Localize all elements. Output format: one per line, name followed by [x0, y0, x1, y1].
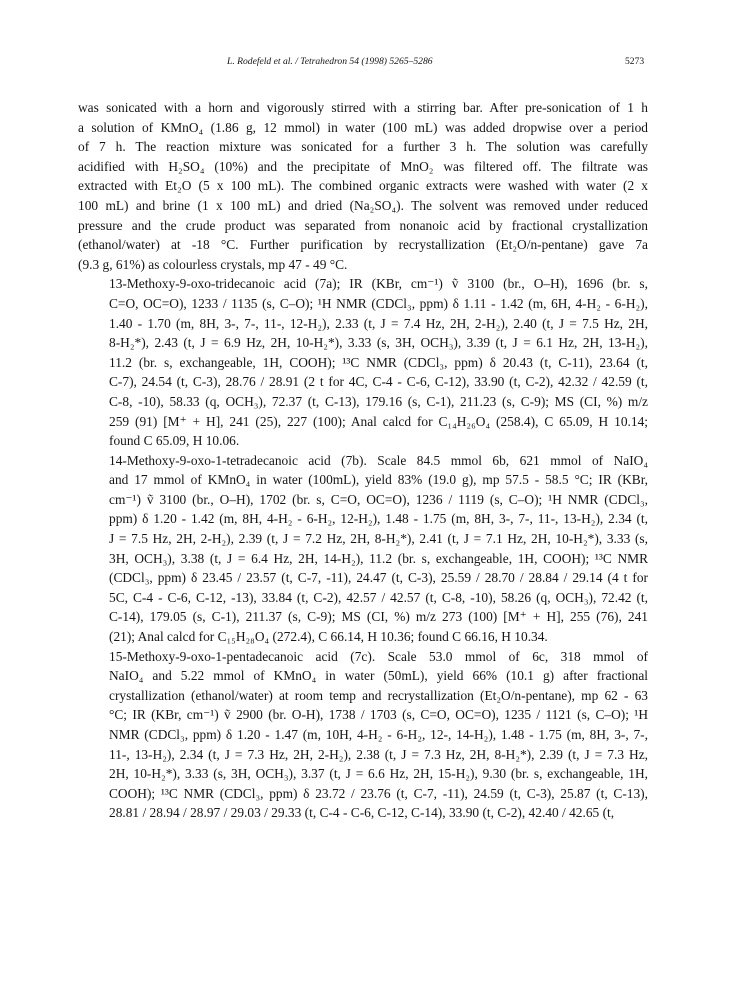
text-line: 100 mL) and brine (1 x 100 mL) and dried (Na₂SO₄). The solvent was removed under reduced: [78, 197, 648, 213]
text-line: °C; IR (KBr, cm⁻¹) ṽ 2900 (br. O-H), 1738 / 1703 (s, C=O, OC=O), 1235 / 1121 (s, C–O); ¹H: [109, 707, 648, 723]
text-line: 259 (91) [M⁺ + H], 241 (25), 227 (100); Anal calcd for C₁₄H₂₆O₄ (258.4), C 65.09, H 10.14;: [109, 413, 648, 429]
body-text: [78, 98, 648, 823]
text-line: 1.40 - 1.70 (m, 8H, 3-, 7-, 11-, 12-H₂), 2.33 (t, J = 7.4 Hz, 2H, 2-H₂), 2.40 (t, J = 7.5 Hz, 2H,: [109, 315, 648, 331]
paragraph-p2: [78, 451, 648, 647]
text-line: J = 7.5 Hz, 2H, 2-H₂), 2.39 (t, J = 7.2 Hz, 2H, 8-H₂*), 2.41 (t, J = 7.1 Hz, 2H, 10-H₂*), 3.33 (s,: [109, 531, 648, 547]
running-head-text: L. Rodefeld et al. / Tetrahedron 54 (1998) 5265–5286: [227, 56, 433, 67]
text-line: C-7), 24.54 (t, C-3), 28.76 / 28.91 (2 t for 4C, C-4 - C-6, C-12), 33.90 (t, C-2), 42.32 / 42.59 (t,: [109, 374, 648, 390]
text-line: (ethanol/water) at -18 °C. Further purification by recrystallization (Et₂O/n-pentane) gave 7a: [78, 237, 648, 253]
text-line: 28.81 / 28.94 / 28.97 / 29.03 / 29.33 (t, C-4 - C-6, C-12, C-14), 33.90 (t, C-2), 42.40 / 42.65 (t,: [109, 805, 615, 821]
text-line: 2H, 10-H₂*), 3.33 (s, 3H, OCH₃), 3.37 (t, J = 6.6 Hz, 2H, 15-H₂), 9.30 (br. s, exchangeable, 1H,: [109, 766, 648, 782]
paragraph-p1: [78, 274, 648, 450]
paragraph-p3: [78, 647, 648, 823]
text-line: NMR (CDCl₃, ppm) δ 1.20 - 1.47 (m, 10H, 4-H₂ - 6-H₂, 12-, 14-H₂), 1.48 - 1.75 (m, 8H, 3-, 7-,: [109, 727, 648, 742]
text-line: 13-Methoxy-9-oxo-tridecanoic acid (7a); IR (KBr, cm⁻¹) ṽ 3100 (br., O–H), 1696 (br. s,: [109, 276, 648, 292]
text-line: (21); Anal calcd for C₁₅H₂₈O₄ (272.4), C 66.14, H 10.36; found C 66.16, H 10.34.: [109, 629, 548, 645]
text-line: a solution of KMnO₄ (1.86 g, 12 mmol) in water (100 mL) was added dropwise over a period: [78, 119, 648, 135]
text-line: 15-Methoxy-9-oxo-1-pentadecanoic acid (7c). Scale 53.0 mmol of 6c, 318 mmol of: [109, 648, 648, 664]
text-line: NaIO₄ and 5.22 mmol of KMnO₄ in water (50mL), yield 66% (10.1 g) after fractional: [109, 668, 648, 684]
running-header: [227, 56, 647, 67]
text-line: COOH); ¹³C NMR (CDCl₃, ppm) δ 23.72 / 23.76 (t, C-7, -11), 24.59 (t, C-3), 25.87 (t, C-13),: [109, 785, 648, 801]
text-line: ppm) δ 1.20 - 1.42 (m, 8H, 4-H₂ - 6-H₂, 12-H₂), 1.48 - 1.75 (m, 8H, 3-, 7-, 11-, 13-H₂), 2.34 (t,: [109, 511, 648, 527]
text-line: 11.2 (br. s, exchangeable, 1H, COOH); ¹³C NMR (CDCl₃, ppm) δ 20.43 (t, C-11), 23.64 (t,: [109, 354, 648, 370]
text-line: of 7 h. The reaction mixture was sonicated for a further 3 h. The solution was carefully: [78, 139, 648, 155]
text-line: (CDCl₃, ppm) δ 23.45 / 23.57 (t, C-7, -11), 24.47 (t, C-3), 25.59 / 28.70 / 28.84 / 29.14 (4 t for: [109, 570, 648, 586]
text-line: C=O, OC=O), 1233 / 1135 (s, C–O); ¹H NMR (CDCl₃, ppm) δ 1.11 - 1.42 (m, 6H, 4-H₂ - 6-H₂),: [109, 295, 648, 311]
text-line: 8-H₂*), 2.43 (t, J = 6.9 Hz, 2H, 10-H₂*), 3.33 (s, 3H, OCH₃), 3.39 (t, J = 6.1 Hz, 2H, 13-H₂),: [109, 335, 648, 351]
text-line: (9.3 g, 61%) as colourless crystals, mp 47 - 49 °C.: [78, 256, 348, 272]
text-line: and 17 mmol of KMnO₄ in water (100mL), yield 83% (19.0 g), mp 57.5 - 58.5 °C; IR (KBr,: [109, 472, 648, 488]
text-line: 14-Methoxy-9-oxo-1-tetradecanoic acid (7b). Scale 84.5 mmol 6b, 621 mmol of NaIO₄: [109, 452, 648, 468]
text-line: 3H, OCH₃), 3.38 (t, J = 6.4 Hz, 2H, 14-H₂), 11.2 (br. s, exchangeable, 1H, COOH); ¹³C NMR: [109, 550, 648, 566]
text-line: 11-, 13-H₂), 2.34 (t, J = 7.3 Hz, 2H, 2-H₂), 2.38 (t, J = 7.3 Hz, 2H, 8-H₂*), 2.39 (t, J = 7.3 Hz,: [109, 746, 648, 762]
paragraph-p0: [78, 98, 648, 274]
text-line: found C 65.09, H 10.06.: [109, 433, 240, 449]
text-line: C-14), 179.05 (s, C-1), 211.37 (s, C-9); MS (CI, %) m/z 273 (100) [M⁺ + H], 255 (76), 241: [109, 609, 648, 625]
text-line: pressure and the crude product was separated from nonanoic acid by fractional crystallization: [78, 217, 648, 233]
text-line: acidified with H₂SO₄ (10%) and the precipitate of MnO₂ was filtered off. The filtrate was: [78, 158, 648, 174]
page-number: 5273: [625, 56, 645, 67]
text-line: cm⁻¹) ṽ 3100 (br., O–H), 1702 (br. s, C=O, OC=O), 1236 / 1119 (s, C–O); ¹H NMR (CDCl₃,: [109, 491, 648, 507]
text-line: was sonicated with a horn and vigorously stirred with a stirring bar. After pre-sonication of 1 h: [78, 100, 648, 115]
text-line: C-8, -10), 58.33 (q, OCH₃), 72.37 (t, C-13), 179.16 (s, C-1), 211.23 (s, C-9); MS (CI, %) m/z: [109, 393, 648, 409]
text-line: crystallization (ethanol/water) at room temp and recrystallization (Et₂O/n-pentane), mp 62 - 63: [109, 687, 648, 703]
text-line: 5C, C-4 - C-6, C-12, -13), 33.84 (t, C-2), 42.57 / 42.57 (t, C-8, -10), 58.26 (q, OCH₃), 72.42 (t,: [109, 589, 648, 605]
text-line: extracted with Et₂O (5 x 100 mL). The combined organic extracts were washed with water (2 x: [78, 178, 648, 194]
